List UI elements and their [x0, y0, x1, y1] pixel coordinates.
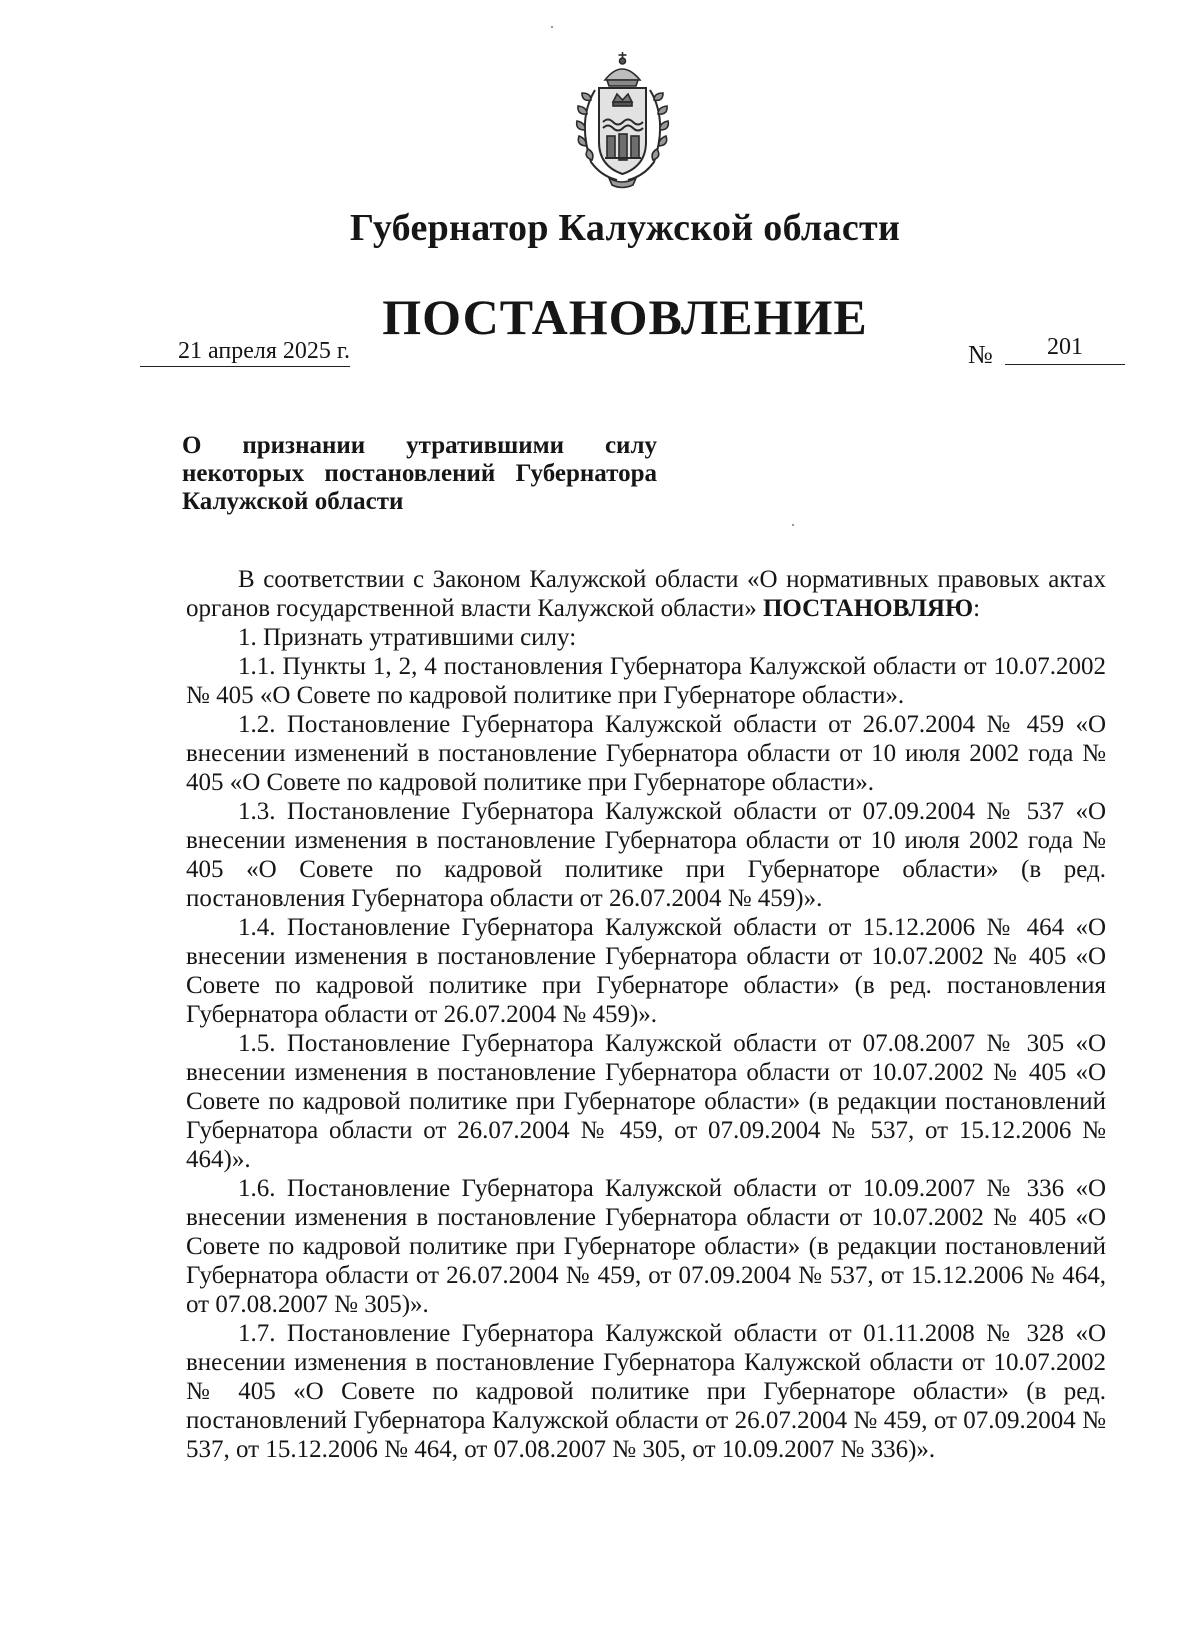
clause-1-6: 1.6. Постановление Губернатора Калужской области от 10.09.2007 № 336 «О внесении изменения в постановление Губернатора области от 10.07.2002 № 405 «О Совете по кадровой политике при Губернаторе области» (в редакции постановлений Губернатора области от 26.07.2004 № 459, от 07.09.2004 № 537, от 15.12.2006 № 464, от 07.08.2007 № 305)». — [186, 1175, 1106, 1318]
clause-1-5: 1.5. Постановление Губернатора Калужской области от 07.08.2007 № 305 «О внесении изменения в постановление Губернатора области от 10.07.2002 № 405 «О Совете по кадровой политике при Губернаторе области» (в редакции постановлений Губернатора области от 26.07.2004 № 459, от 07.09.2004 № 537, от 15.12.2006 № 464)». — [186, 1030, 1106, 1173]
subject-line-2: некоторых постановлений Губернатора — [182, 460, 657, 487]
subject-line-3: Калужской области — [182, 488, 404, 515]
clause-1: 1. Признать утратившими силу: — [238, 624, 577, 651]
document-body — [186, 565, 1106, 1464]
document-subject — [182, 432, 657, 516]
clause-1-1: 1.1. Пункты 1, 2, 4 постановления Губернатора Калужской области от 10.07.2002 № 405 «О Совете по кадровой политике при Губернаторе области». — [186, 653, 1106, 709]
preamble-paragraph — [186, 565, 1106, 623]
subject-line-1: О признании утратившими силу — [182, 432, 657, 459]
preamble-text: В соответствии с Законом Калужской области «О нормативных правовых актах органов государственной власти Калужской области» — [186, 566, 1106, 622]
scan-speck — [551, 26, 553, 28]
clause-1-3: 1.3. Постановление Губернатора Калужской области от 07.09.2004 № 537 «О внесении изменения в постановление Губернатора области от 10 июля 2002 года № 405 «О Совете по кадровой политике при Губернаторе области» (в ред. постановления Губернатора области от 26.07.2004 № 459)». — [186, 798, 1106, 912]
clause-1-2: 1.2. Постановление Губернатора Калужской области от 26.07.2004 № 459 «О внесении изменений в постановление Губернатора области от 10 июля 2002 года № 405 «О Совете по кадровой политике при Губернаторе области». — [186, 711, 1106, 796]
number-label: № — [968, 340, 993, 369]
document-date: 21 апреля 2025 г. — [140, 338, 350, 367]
document-number: 201 — [1005, 334, 1125, 365]
clause-1-4: 1.4. Постановление Губернатора Калужской области от 15.12.2006 № 464 «О внесении изменения в постановление Губернатора области от 10.07.2002 № 405 «О Совете по кадровой политике при Губернаторе области» (в ред. постановления Губернатора области от 26.07.2004 № 459)». — [186, 914, 1106, 1028]
issuing-authority: Губернатор Калужской области — [349, 207, 901, 249]
document-type-title: ПОСТАНОВЛЕНИЕ — [382, 289, 868, 345]
clause-1-7: 1.7. Постановление Губернатора Калужской области от 01.11.2008 № 328 «О внесении изменения в постановление Губернатора Калужской области от 10.07.2002 № 405 «О Совете по кадровой политике при Губернаторе области» (в ред. постановлений Губернатора Калужской области от 26.07.2004 № 459, от 07.09.2004 № 537, от 15.12.2006 № 464, от 07.08.2007 № 305, от 10.09.2007 № 336)». — [186, 1320, 1106, 1463]
scan-speck — [792, 524, 794, 526]
preamble-end: : — [973, 595, 981, 622]
decree-word: ПОСТАНОВЛЯЮ — [762, 595, 974, 622]
coat-of-arms-icon — [565, 50, 680, 190]
